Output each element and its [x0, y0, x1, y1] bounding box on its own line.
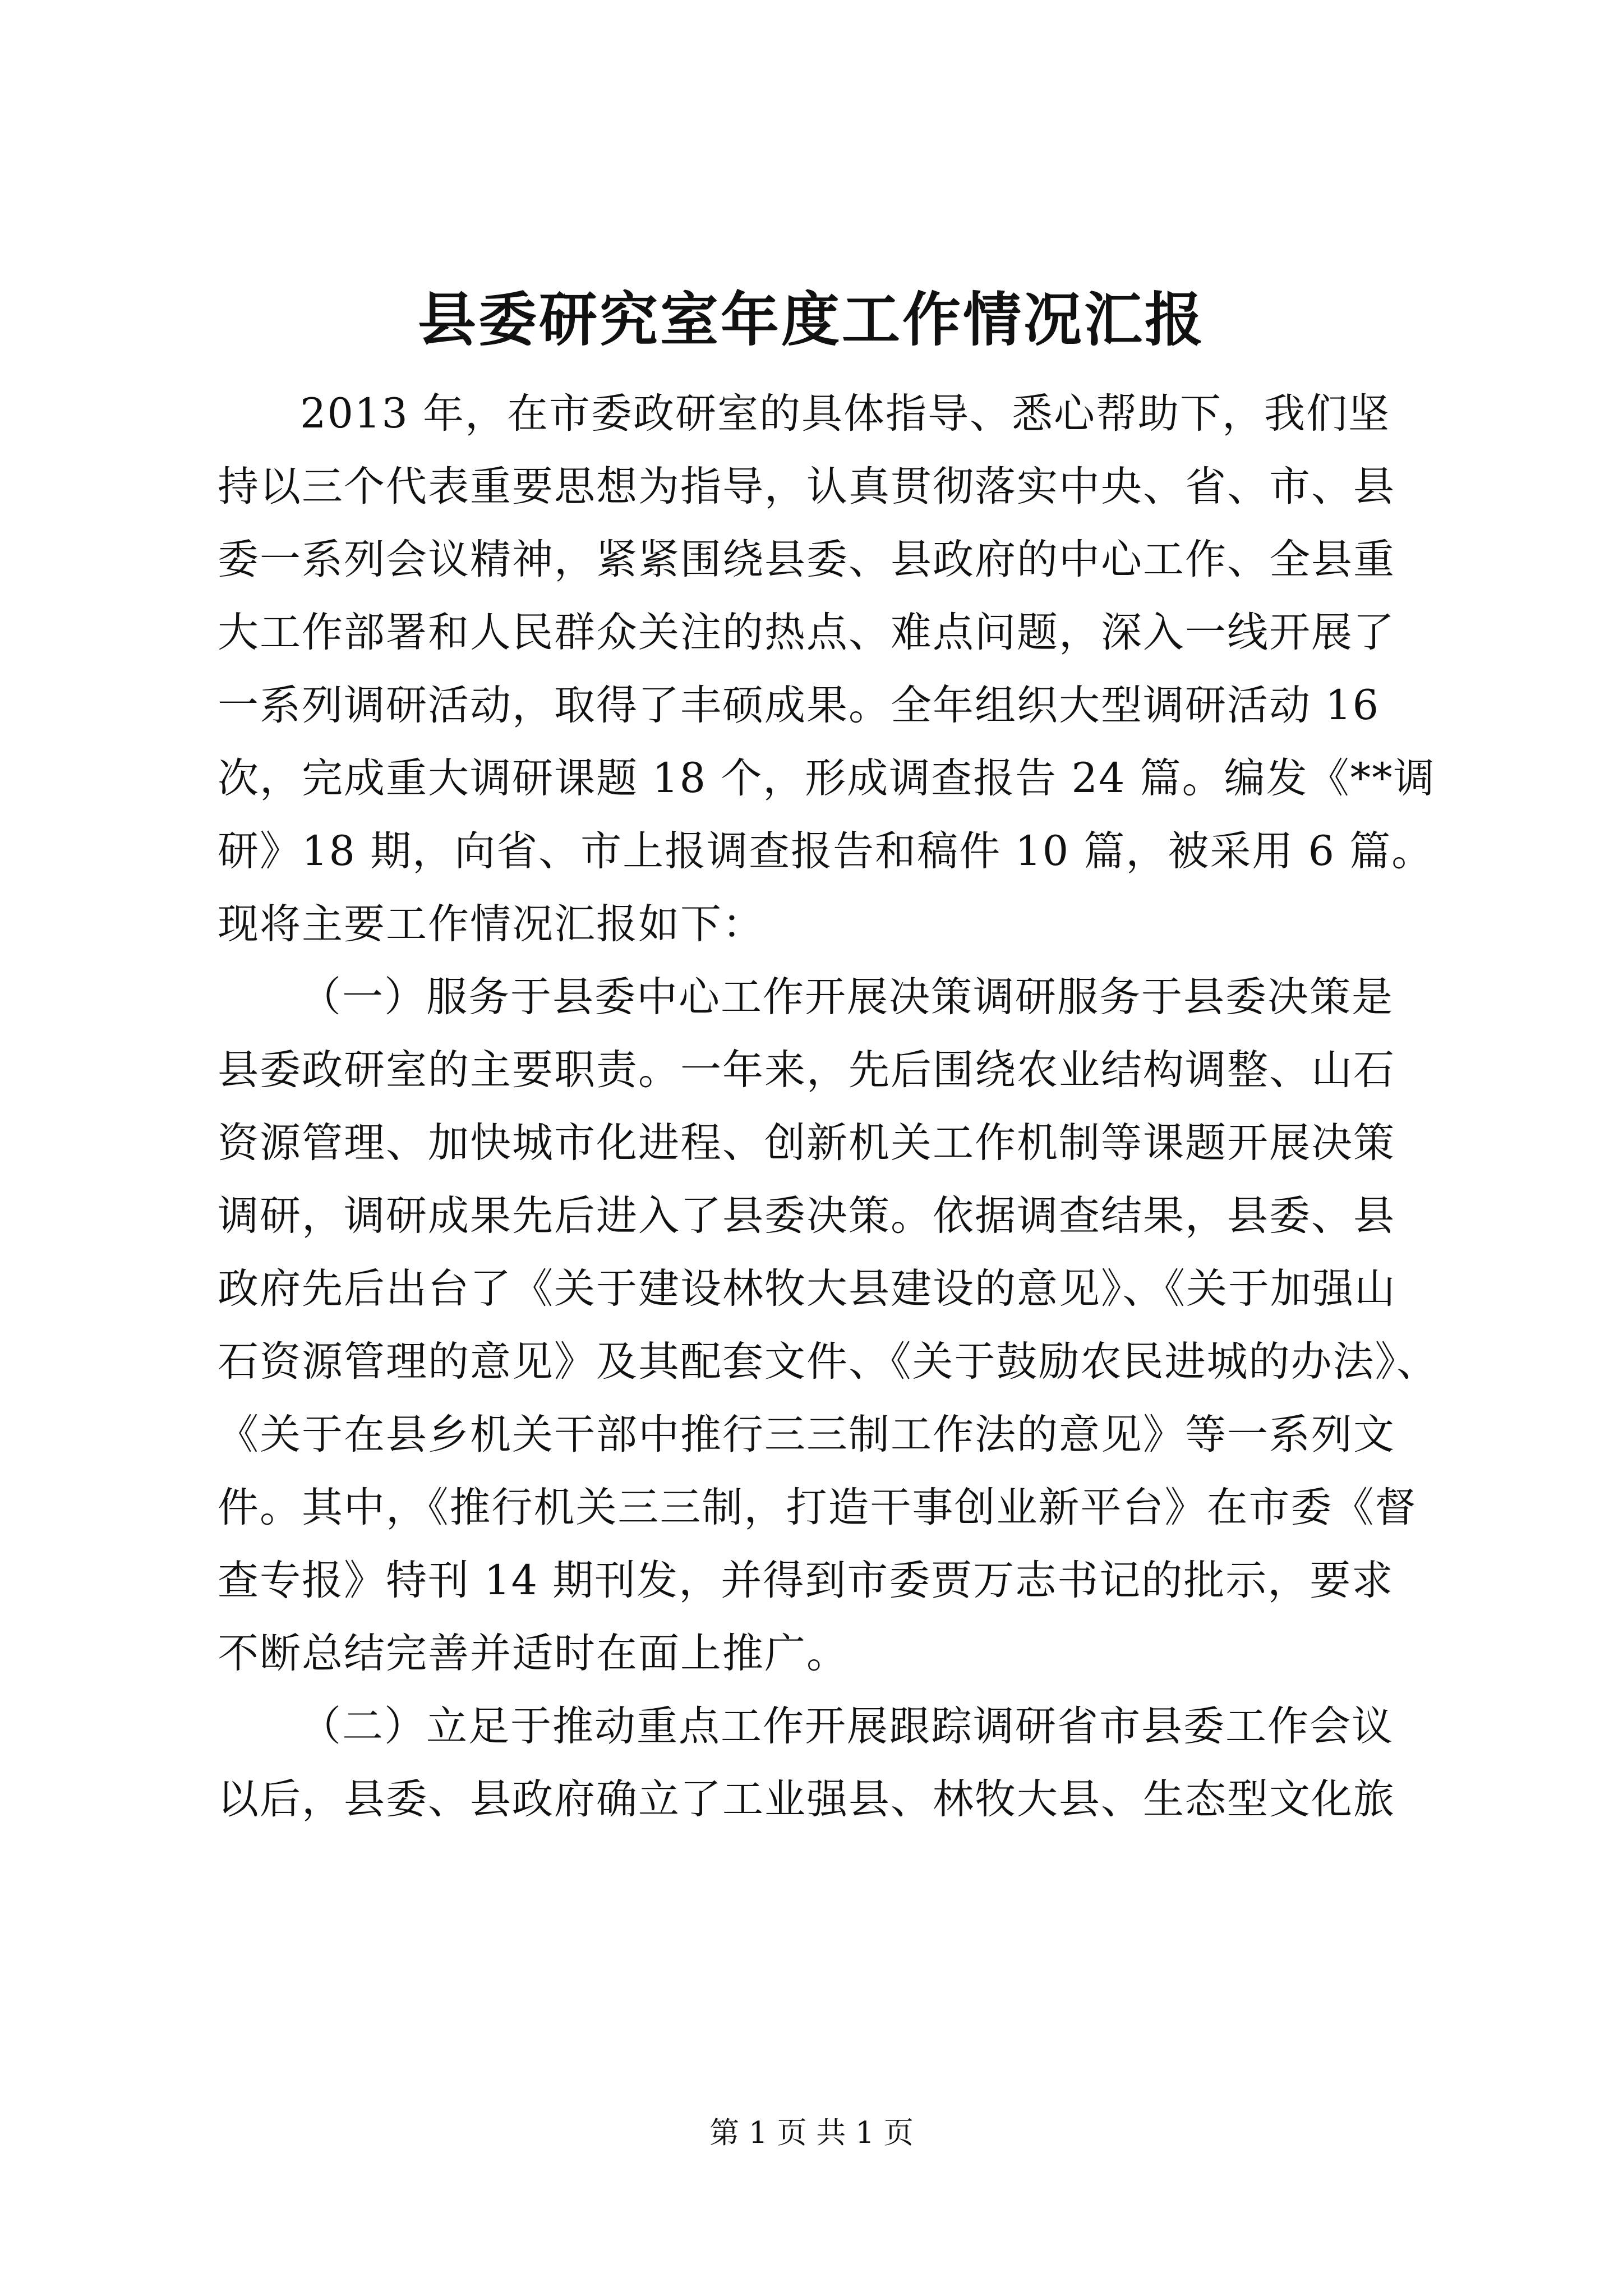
body-line-14: 石资源管理的意见》及其配套文件、《关于鼓励农民进城的办法》、	[218, 1338, 1438, 1386]
body-line-10: 县委政研室的主要职责。一年来，先后围绕农业结构调整、山石	[218, 1046, 1395, 1094]
body-line-7: 研》18 期，向省、市上报调查报告和稿件 10 篇，被采用 6 篇。	[218, 827, 1434, 875]
body-line-6: 次，完成重大调研课题 18 个，形成调查报告 24 篇。编发《**调	[218, 754, 1436, 802]
body-line-8: 现将主要工作情况汇报如下：	[218, 900, 764, 948]
body-line-3: 委一系列会议精神，紧紧围绕县委、县政府的中心工作、全县重	[218, 536, 1395, 583]
page-footer: 第 1 页 共 1 页	[709, 2116, 914, 2150]
body-line-16: 件。其中，《推行机关三三制，打造干事创业新平台》在市委《督	[218, 1484, 1417, 1531]
body-line-2: 持以三个代表重要思想为指导，认真贯彻落实中央、省、市、县	[218, 463, 1395, 510]
body-line-20: 以后，县委、县政府确立了工业强县、林牧大县、生态型文化旅	[218, 1775, 1395, 1823]
document-title: 县委研究室年度工作情况汇报	[417, 285, 1205, 354]
body-line-12: 调研，调研成果先后进入了县委决策。依据调查结果，县委、县	[218, 1192, 1395, 1240]
body-line-5: 一系列调研活动，取得了丰硕成果。全年组织大型调研活动 16	[218, 682, 1380, 729]
body-line-11: 资源管理、加快城市化进程、创新机关工作机制等课题开展决策	[218, 1119, 1395, 1167]
body-line-17: 查专报》特刊 14 期刊发，并得到市委贾万志书记的批示，要求	[218, 1557, 1394, 1604]
body-line-9: （一）服务于县委中心工作开展决策调研服务于县委决策是	[300, 973, 1394, 1021]
body-line-1: 2013 年，在市委政研室的具体指导、悉心帮助下，我们坚	[300, 390, 1390, 438]
body-line-18: 不断总结完善并适时在面上推广。	[218, 1630, 849, 1677]
body-line-4: 大工作部署和人民群众关注的热点、难点问题，深入一线开展了	[218, 609, 1395, 656]
body-line-15: 《关于在县乡机关干部中推行三三制工作法的意见》等一系列文	[218, 1411, 1395, 1458]
body-line-13: 政府先后出台了《关于建设林牧大县建设的意见》、《关于加强山	[218, 1265, 1396, 1313]
body-line-19: （二）立足于推动重点工作开展跟踪调研省市县委工作会议	[300, 1703, 1394, 1750]
